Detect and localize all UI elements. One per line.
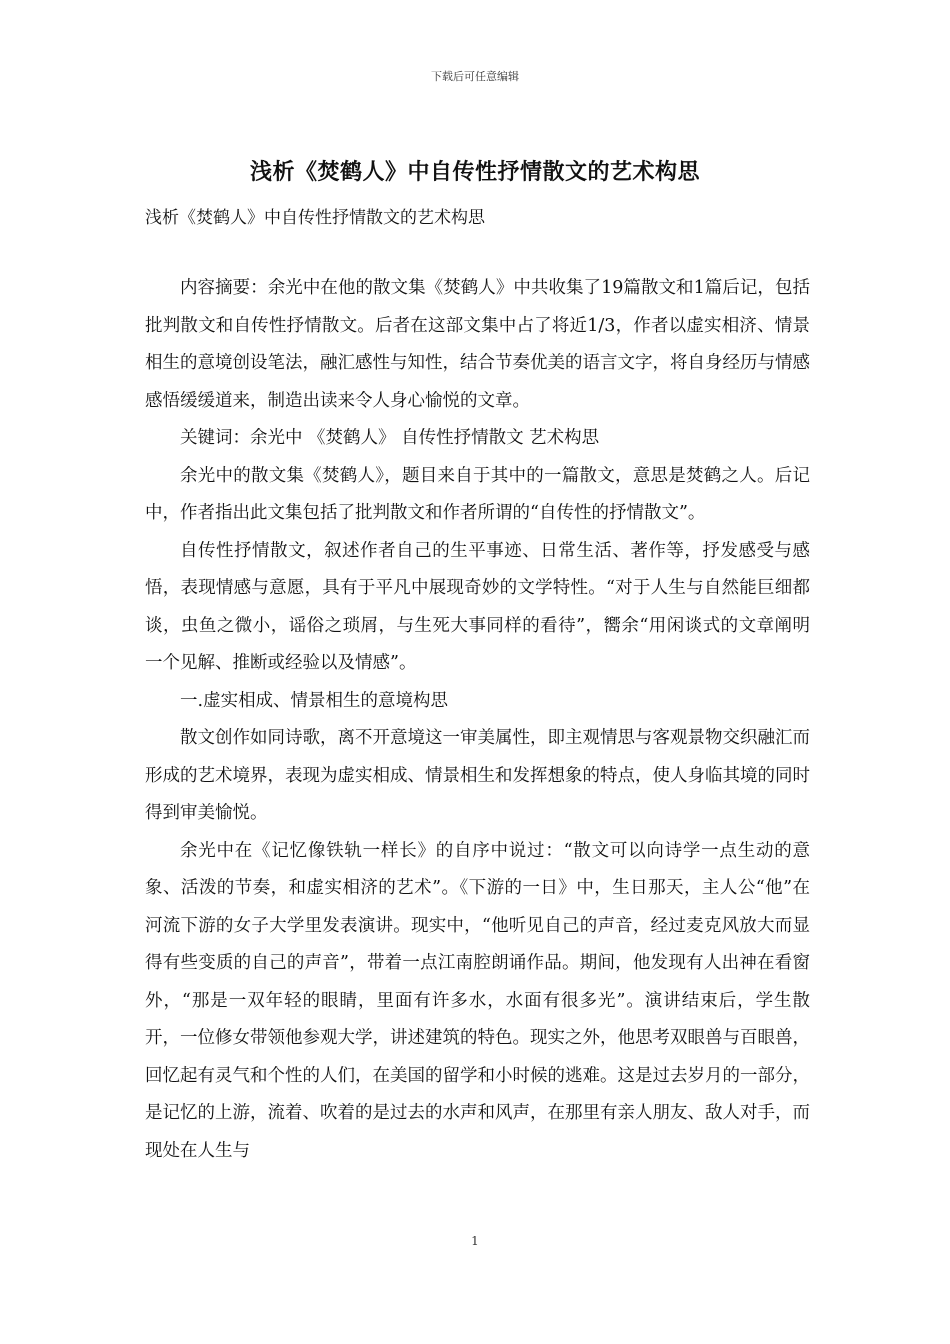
- body-paragraph: 余光中在《记忆像铁轨一样长》的自序中说过：“散文可以向诗学一点生动的意象、活泼的节奏，和虚实相济的艺术”。《下游的一日》中，生日那天，主人公“他”在河流下游的女子大学里发表演讲。现实中，“他听见自己的声音，经过麦克风放大而显得有些变质的自己的声音”，带着一点江南腔朗诵作品。期间，他发现有人出神在看窗外，“那是一双年轻的眼睛，里面有许多水，水面有很多光”。演讲结束后，学生散开，一位修女带领他参观大学，讲述建筑的特色。现实之外，他思考双眼兽与百眼兽，回忆起有灵气和个性的人们，在美国的留学和小时候的逃难。这是过去岁月的一部分，是记忆的上游，流着、吹着的是过去的水声和风声，在那里有亲人朋友、敌人对手，而现处在人生与: [145, 840, 810, 1161]
- document-title: 浅析《焚鹤人》中自传性抒情散文的艺术构思: [249, 159, 700, 185]
- section-heading: 一.虚实相成、情景相生的意境构思: [180, 690, 449, 711]
- keywords-paragraph: 关键词：余光中 《焚鹤人》 自传性抒情散文 艺术构思: [180, 428, 600, 448]
- document-body: [145, 270, 810, 1170]
- body-paragraph: 散文创作如同诗歌，离不开意境这一审美属性，即主观情思与客观景物交织融汇而形成的艺术境界，表现为虚实相成、情景相生和发挥想象的特点，使人身临其境的同时得到审美愉悦。: [145, 728, 810, 823]
- body-paragraph: 余光中的散文集《焚鹤人》，题目来自于其中的一篇散文，意思是焚鹤之人。后记中，作者指出此文集包括了批判散文和作者所谓的“自传性的抒情散文”。: [145, 465, 810, 523]
- body-paragraph: 自传性抒情散文，叙述作者自己的生平事迹、日常生活、著作等，抒发感受与感悟，表现情感与意愿，具有于平凡中展现奇妙的文学特性。“对于人生与自然能巨细都谈，虫鱼之微小，谣俗之琐屑，与生死大事同样的看待”，嚮余“用闲谈式的文章阐明一个见解、推断或经验以及情感”。: [145, 540, 810, 673]
- document-subtitle: 浅析《焚鹤人》中自传性抒情散文的艺术构思: [145, 208, 485, 228]
- page-header: 下载后可任意编辑: [431, 70, 519, 83]
- page-number: 1: [471, 1234, 479, 1248]
- abstract-paragraph: 内容摘要：余光中在他的散文集《焚鹤人》中共收集了19篇散文和1篇后记，包括批判散文和自传性抒情散文。后者在这部文集中占了将近1/3，作者以虚实相济、情景相生的意境创设笔法，融汇感性与知性，结合节奏优美的语言文字，将自身经历与情感感悟缓缓道来，制造出读来令人身心愉悦的文章。: [145, 278, 810, 411]
